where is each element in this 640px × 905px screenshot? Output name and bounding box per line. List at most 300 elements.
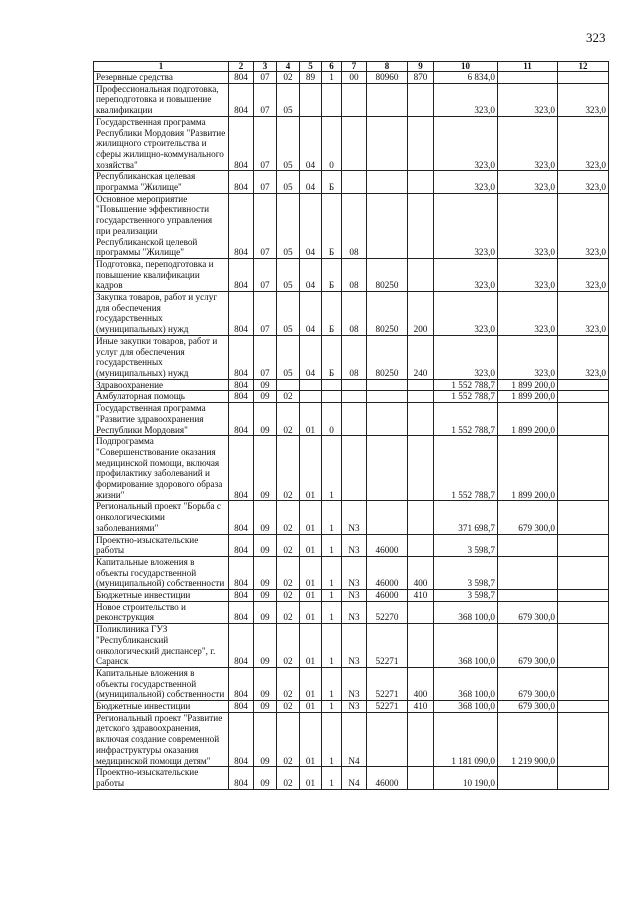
expense-type-code [408,379,434,391]
event-code: N3 [342,590,367,602]
expense-type-code [408,171,434,193]
section-code: 09 [254,391,277,403]
direction-code [367,116,408,171]
ved-code: 804 [229,590,254,602]
program-code [300,391,322,403]
amount-col-10: 3 598,7 [434,590,498,602]
table-row [94,534,609,556]
subprogram-code: Б [322,335,342,379]
subprogram-code: Б [322,193,342,258]
table-row [94,501,609,534]
row-name: Проектно-изыскательские работы [94,534,229,556]
direction-code: 52271 [367,667,408,700]
amount-col-10: 1 552 788,7 [434,391,498,403]
subsection-code: 02 [277,403,300,436]
row-name: Резервные средства [94,72,229,84]
direction-code: 80250 [367,292,408,336]
amount-col-11 [498,72,558,84]
expense-type-code: 200 [408,292,434,336]
event-code [342,83,367,116]
subprogram-code: 1 [322,534,342,556]
program-code: 01 [300,534,322,556]
subprogram-code: 1 [322,701,342,713]
table-row [94,116,609,171]
amount-col-10: 1 181 090,0 [434,712,498,767]
section-code: 09 [254,712,277,767]
direction-code: 46000 [367,534,408,556]
event-code [342,379,367,391]
expense-type-code: 400 [408,667,434,700]
program-code: 01 [300,601,322,623]
direction-code: 52271 [367,701,408,713]
program-code: 01 [300,624,322,668]
event-code: N3 [342,556,367,589]
direction-code [367,436,408,501]
section-code: 09 [254,601,277,623]
row-name: Региональный проект "Борьба с онкологическими заболеваниями" [94,501,229,534]
event-code: 08 [342,335,367,379]
subsection-code: 02 [277,436,300,501]
table-row [94,601,609,623]
event-code: N4 [342,767,367,789]
event-code: N3 [342,501,367,534]
direction-code: 80250 [367,258,408,291]
amount-col-11: 323,0 [498,116,558,171]
amount-col-10: 10 190,0 [434,767,498,789]
amount-col-11 [498,767,558,789]
amount-col-10: 323,0 [434,292,498,336]
program-code: 04 [300,171,322,193]
ved-code: 804 [229,292,254,336]
row-name: Государственная программа "Развитие здравоохранения Республики Мордовия" [94,403,229,436]
ved-code: 804 [229,379,254,391]
direction-code: 80960 [367,72,408,84]
expense-type-code [408,534,434,556]
event-code: 00 [342,72,367,84]
header-cell: 3 [254,62,277,72]
event-code [342,116,367,171]
subprogram-code: 1 [322,556,342,589]
section-code: 09 [254,436,277,501]
program-code: 04 [300,335,322,379]
subsection-code: 02 [277,534,300,556]
table-row [94,391,609,403]
row-name: Новое строительство и реконструкция [94,601,229,623]
section-code: 09 [254,624,277,668]
amount-col-10: 368 100,0 [434,601,498,623]
table-row [94,403,609,436]
amount-col-10: 323,0 [434,335,498,379]
amount-col-12 [558,534,609,556]
program-code: 89 [300,72,322,84]
budget-table [93,61,609,790]
row-name: Закупка товаров, работ и услуг для обеспечения государственных (муниципальных) нужд [94,292,229,336]
row-name: Основное мероприятие "Повышение эффективности государственного управления при реализации Республиканской целевой программы "Жилище" [94,193,229,258]
row-name: Иные закупки товаров, работ и услуг для обеспечения государственных (муниципальных) нужд [94,335,229,379]
amount-col-12 [558,556,609,589]
amount-col-11: 679 300,0 [498,501,558,534]
subprogram-code: 1 [322,72,342,84]
subsection-code: 05 [277,116,300,171]
amount-col-12 [558,767,609,789]
table-row [94,379,609,391]
amount-col-10: 3 598,7 [434,534,498,556]
amount-col-11: 1 219 900,0 [498,712,558,767]
section-code: 07 [254,171,277,193]
subprogram-code: 0 [322,403,342,436]
expense-type-code [408,403,434,436]
table-row [94,193,609,258]
subprogram-code: Б [322,258,342,291]
row-name: Проектно-изыскательские работы [94,767,229,789]
row-name: Капитальные вложения в объекты государственной (муниципальной) собственности [94,556,229,589]
row-name: Поликлиника ГУЗ "Республиканский онкологический диспансер", г. Саранск [94,624,229,668]
row-name: Бюджетные инвестиции [94,590,229,602]
table-row [94,556,609,589]
expense-type-code [408,436,434,501]
subprogram-code: 1 [322,436,342,501]
row-name: Амбулаторная помощь [94,391,229,403]
direction-code [367,501,408,534]
program-code: 04 [300,116,322,171]
subsection-code: 02 [277,624,300,668]
section-code: 09 [254,403,277,436]
amount-col-12: 323,0 [558,292,609,336]
amount-col-11 [498,590,558,602]
table-row [94,436,609,501]
amount-col-11: 679 300,0 [498,624,558,668]
row-name: Региональный проект "Развитие детского здравоохранения, включая создание современной инфраструктуры оказания медицинской помощи детям" [94,712,229,767]
event-code [342,436,367,501]
table-row [94,83,609,116]
program-code: 04 [300,292,322,336]
ved-code: 804 [229,391,254,403]
amount-col-10: 323,0 [434,116,498,171]
expense-type-code: 400 [408,556,434,589]
ved-code: 804 [229,624,254,668]
ved-code: 804 [229,171,254,193]
section-code: 07 [254,83,277,116]
subprogram-code [322,83,342,116]
subsection-code: 02 [277,590,300,602]
subsection-code: 05 [277,171,300,193]
program-code: 01 [300,767,322,789]
expense-type-code [408,83,434,116]
direction-code [367,391,408,403]
program-code: 01 [300,701,322,713]
amount-col-12 [558,501,609,534]
amount-col-12 [558,436,609,501]
table-row [94,590,609,602]
section-code: 07 [254,258,277,291]
subsection-code: 02 [277,767,300,789]
section-code: 09 [254,534,277,556]
ved-code: 804 [229,501,254,534]
row-name: Республиканская целевая программа "Жилище" [94,171,229,193]
table-row [94,292,609,336]
program-code: 01 [300,436,322,501]
table-row [94,335,609,379]
amount-col-10: 323,0 [434,258,498,291]
amount-col-11: 323,0 [498,258,558,291]
ved-code: 804 [229,403,254,436]
amount-col-11: 1 899 200,0 [498,379,558,391]
program-code [300,83,322,116]
program-code: 01 [300,667,322,700]
section-code: 07 [254,193,277,258]
ved-code: 804 [229,116,254,171]
amount-col-12: 323,0 [558,335,609,379]
subprogram-code: 1 [322,767,342,789]
subprogram-code: 0 [322,116,342,171]
ved-code: 804 [229,193,254,258]
row-name: Капитальные вложения в объекты государственной (муниципальной) собственности [94,667,229,700]
amount-col-10: 323,0 [434,83,498,116]
header-cell: 9 [408,62,434,72]
table-row [94,701,609,713]
row-name: Профессиональная подготовка, переподготовка и повышение квалификации [94,83,229,116]
subsection-code: 02 [277,712,300,767]
amount-col-11: 323,0 [498,83,558,116]
section-code: 09 [254,501,277,534]
subprogram-code: 1 [322,667,342,700]
direction-code [367,403,408,436]
program-code: 04 [300,258,322,291]
amount-col-10: 368 100,0 [434,701,498,713]
expense-type-code [408,501,434,534]
ved-code: 804 [229,83,254,116]
table-row [94,767,609,789]
amount-col-12 [558,391,609,403]
subsection-code: 05 [277,292,300,336]
ved-code: 804 [229,335,254,379]
ved-code: 804 [229,436,254,501]
subprogram-code: 1 [322,601,342,623]
amount-col-12: 323,0 [558,193,609,258]
amount-col-12 [558,590,609,602]
amount-col-10: 371 698,7 [434,501,498,534]
header-cell: 4 [277,62,300,72]
subsection-code: 05 [277,83,300,116]
table-row [94,624,609,668]
header-cell: 6 [322,62,342,72]
event-code [342,403,367,436]
table-row [94,712,609,767]
amount-col-12: 323,0 [558,83,609,116]
header-cell: 2 [229,62,254,72]
section-code: 09 [254,667,277,700]
section-code: 07 [254,116,277,171]
event-code: N3 [342,534,367,556]
amount-col-11: 323,0 [498,193,558,258]
amount-col-12 [558,624,609,668]
section-code: 07 [254,292,277,336]
amount-col-10: 1 552 788,7 [434,403,498,436]
subprogram-code: 1 [322,712,342,767]
subsection-code: 02 [277,556,300,589]
section-code: 07 [254,72,277,84]
ved-code: 804 [229,767,254,789]
expense-type-code [408,712,434,767]
ved-code: 804 [229,601,254,623]
direction-code [367,193,408,258]
header-cell: 8 [367,62,408,72]
expense-type-code: 870 [408,72,434,84]
direction-code [367,171,408,193]
direction-code: 52270 [367,601,408,623]
program-code: 01 [300,501,322,534]
header-row [94,62,609,72]
subsection-code: 02 [277,501,300,534]
section-code: 09 [254,767,277,789]
event-code: N3 [342,624,367,668]
direction-code [367,83,408,116]
table-row [94,171,609,193]
program-code: 01 [300,590,322,602]
row-name: Подготовка, переподготовка и повышение квалификации кадров [94,258,229,291]
event-code: N3 [342,667,367,700]
amount-col-12: 323,0 [558,116,609,171]
header-cell: 10 [434,62,498,72]
section-code: 07 [254,335,277,379]
row-name: Бюджетные инвестиции [94,701,229,713]
row-name: Государственная программа Республики Мордовия "Развитие жилищного строительства и сферы жилищно-коммунального хозяйства" [94,116,229,171]
amount-col-11: 1 899 200,0 [498,436,558,501]
amount-col-11: 679 300,0 [498,667,558,700]
program-code: 01 [300,403,322,436]
direction-code: 46000 [367,590,408,602]
expense-type-code: 240 [408,335,434,379]
subsection-code: 05 [277,335,300,379]
subprogram-code [322,379,342,391]
expense-type-code [408,116,434,171]
amount-col-10: 323,0 [434,193,498,258]
amount-col-11: 323,0 [498,335,558,379]
subsection-code: 02 [277,72,300,84]
ved-code: 804 [229,712,254,767]
amount-col-12 [558,379,609,391]
event-code: N4 [342,712,367,767]
event-code [342,391,367,403]
event-code: N3 [342,701,367,713]
expense-type-code [408,193,434,258]
amount-col-11: 323,0 [498,171,558,193]
direction-code [367,379,408,391]
amount-col-10: 1 552 788,7 [434,379,498,391]
subsection-code: 05 [277,258,300,291]
subprogram-code: 1 [322,501,342,534]
ved-code: 804 [229,72,254,84]
amount-col-11 [498,534,558,556]
amount-col-12 [558,712,609,767]
amount-col-11: 679 300,0 [498,601,558,623]
event-code [342,171,367,193]
event-code: 08 [342,292,367,336]
header-cell: 5 [300,62,322,72]
subprogram-code: 1 [322,590,342,602]
event-code: 08 [342,193,367,258]
event-code: N3 [342,601,367,623]
header-cell: 1 [94,62,229,72]
amount-col-12: 323,0 [558,171,609,193]
program-code: 04 [300,193,322,258]
expense-type-code [408,767,434,789]
amount-col-11: 323,0 [498,292,558,336]
amount-col-12 [558,72,609,84]
subprogram-code [322,391,342,403]
table-row [94,258,609,291]
amount-col-11: 1 899 200,0 [498,391,558,403]
amount-col-12: 323,0 [558,258,609,291]
amount-col-12 [558,601,609,623]
ved-code: 804 [229,258,254,291]
amount-col-10: 6 834,0 [434,72,498,84]
program-code: 01 [300,712,322,767]
subsection-code [277,379,300,391]
ved-code: 804 [229,667,254,700]
direction-code [367,712,408,767]
section-code: 09 [254,379,277,391]
event-code: 08 [342,258,367,291]
table-row [94,667,609,700]
expense-type-code [408,601,434,623]
amount-col-12 [558,403,609,436]
ved-code: 804 [229,701,254,713]
row-name: Подпрограмма "Совершенствование оказания медицинской помощи, включая профилактику заболеваний и формирование здорового образа жизни" [94,436,229,501]
amount-col-11: 679 300,0 [498,701,558,713]
subsection-code: 02 [277,391,300,403]
amount-col-10: 3 598,7 [434,556,498,589]
header-cell: 11 [498,62,558,72]
page-number: 323 [586,30,606,45]
table-row [94,72,609,84]
expense-type-code [408,624,434,668]
subsection-code: 02 [277,601,300,623]
program-code [300,379,322,391]
subprogram-code: Б [322,292,342,336]
amount-col-11 [498,556,558,589]
ved-code: 804 [229,556,254,589]
table-body [94,72,609,790]
section-code: 09 [254,701,277,713]
ved-code: 804 [229,534,254,556]
subsection-code: 05 [277,193,300,258]
section-code: 09 [254,556,277,589]
amount-col-12 [558,667,609,700]
header-cell: 7 [342,62,367,72]
program-code: 01 [300,556,322,589]
amount-col-10: 368 100,0 [434,624,498,668]
row-name: Здравоохранение [94,379,229,391]
amount-col-10: 1 552 788,7 [434,436,498,501]
header-cell: 12 [558,62,609,72]
amount-col-11: 1 899 200,0 [498,403,558,436]
expense-type-code: 410 [408,701,434,713]
section-code: 09 [254,590,277,602]
expense-type-code [408,258,434,291]
expense-type-code: 410 [408,590,434,602]
subsection-code: 02 [277,701,300,713]
direction-code: 80250 [367,335,408,379]
expense-type-code [408,391,434,403]
subprogram-code: 1 [322,624,342,668]
amount-col-10: 368 100,0 [434,667,498,700]
direction-code: 46000 [367,767,408,789]
amount-col-10: 323,0 [434,171,498,193]
direction-code: 52271 [367,624,408,668]
subprogram-code: Б [322,171,342,193]
amount-col-12 [558,701,609,713]
